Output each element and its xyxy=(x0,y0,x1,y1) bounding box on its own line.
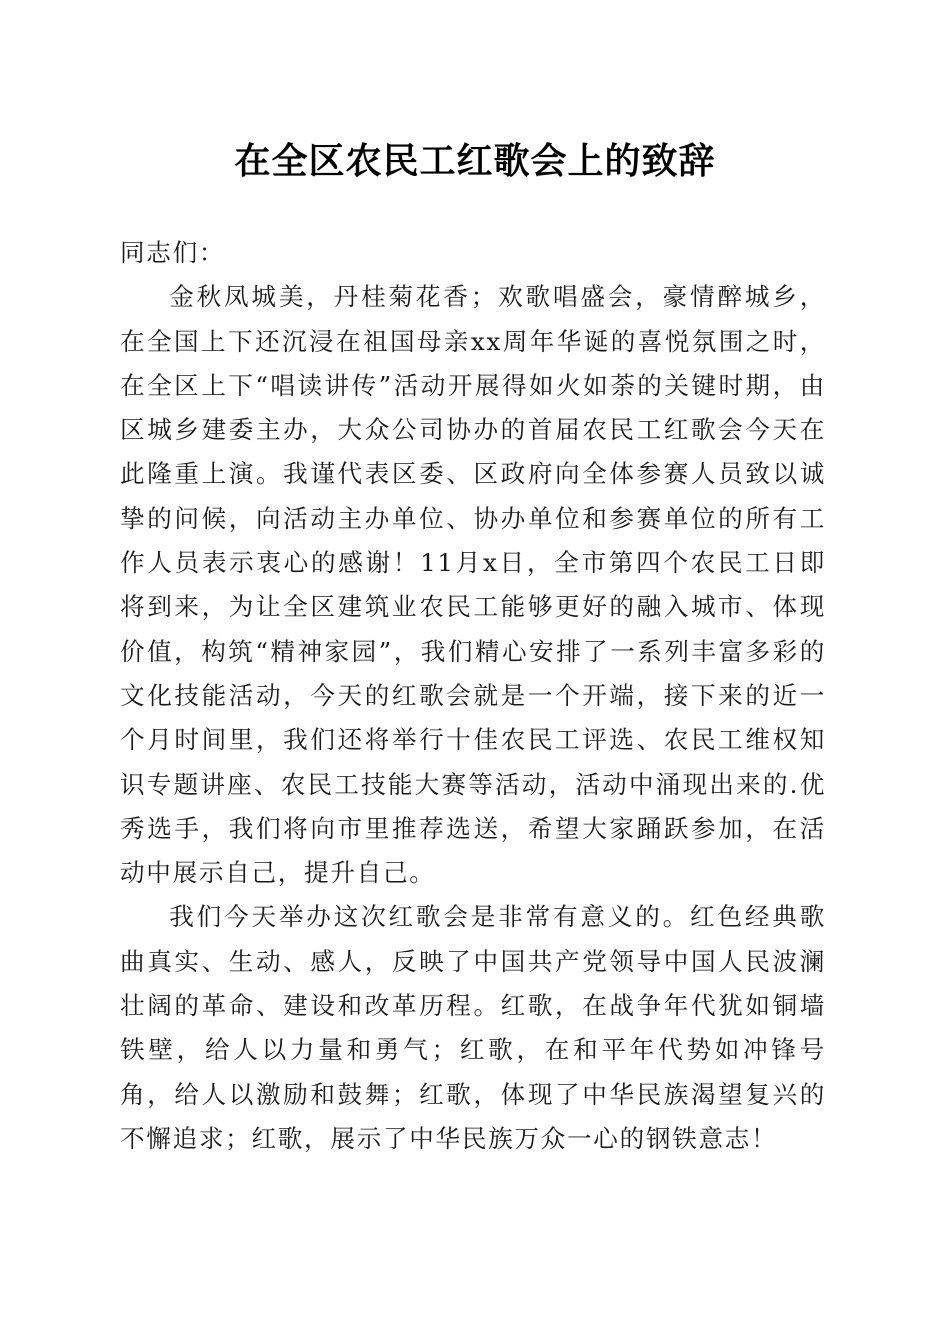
paragraph-2: 我们今天举办这次红歌会是非常有意义的。红色经典歌曲真实、生动、感人，反映了中国共产党领导中国人民波澜壮阔的革命、建设和改革历程。红歌，在战争年代犹如铜墙铁壁，给人以力量和勇气；红歌，在和平年代势如冲锋号角，给人以激励和鼓舞；红歌，体现了中华民族渴望复兴的不懈追求；红歌，展示了中华民族万众一心的钢铁意志！ xyxy=(120,902,826,1153)
paragraph-1: 金秋凤城美，丹桂菊花香；欢歌唱盛会，豪情醉城乡，在全国上下还沉浸在祖国母亲xx周年华诞的喜悦氛围之时，在全区上下“唱读讲传”活动开展得如火如荼的关键时期，由区城乡建委主办，大众公司协办的首届农民工红歌会今天在此隆重上演。我谨代表区委、区政府向全体参赛人员致以诚挚的问候，向活动主办单位、协办单位和参赛单位的所有工作人员表示衷心的感谢！11月x日，全市第四个农民工日即将到来，为让全区建筑业农民工能够更好的融入城市、体现价值，构筑“精神家园”，我们精心安排了一系列丰富多彩的文化技能活动，今天的红歌会就是一个开端，接下来的近一个月时间里，我们还将举行十佳农民工评选、农民工维权知识专题讲座、农民工技能大赛等活动，活动中涌现出来的.优秀选手，我们将向市里推荐选送，希望大家踊跃参加，在活动中展示自己，提升自己。 xyxy=(120,282,826,888)
document-title: 在全区农民工红歌会上的致辞 xyxy=(234,140,716,182)
salutation: 同志们： xyxy=(120,238,226,267)
document-body xyxy=(120,231,826,1161)
